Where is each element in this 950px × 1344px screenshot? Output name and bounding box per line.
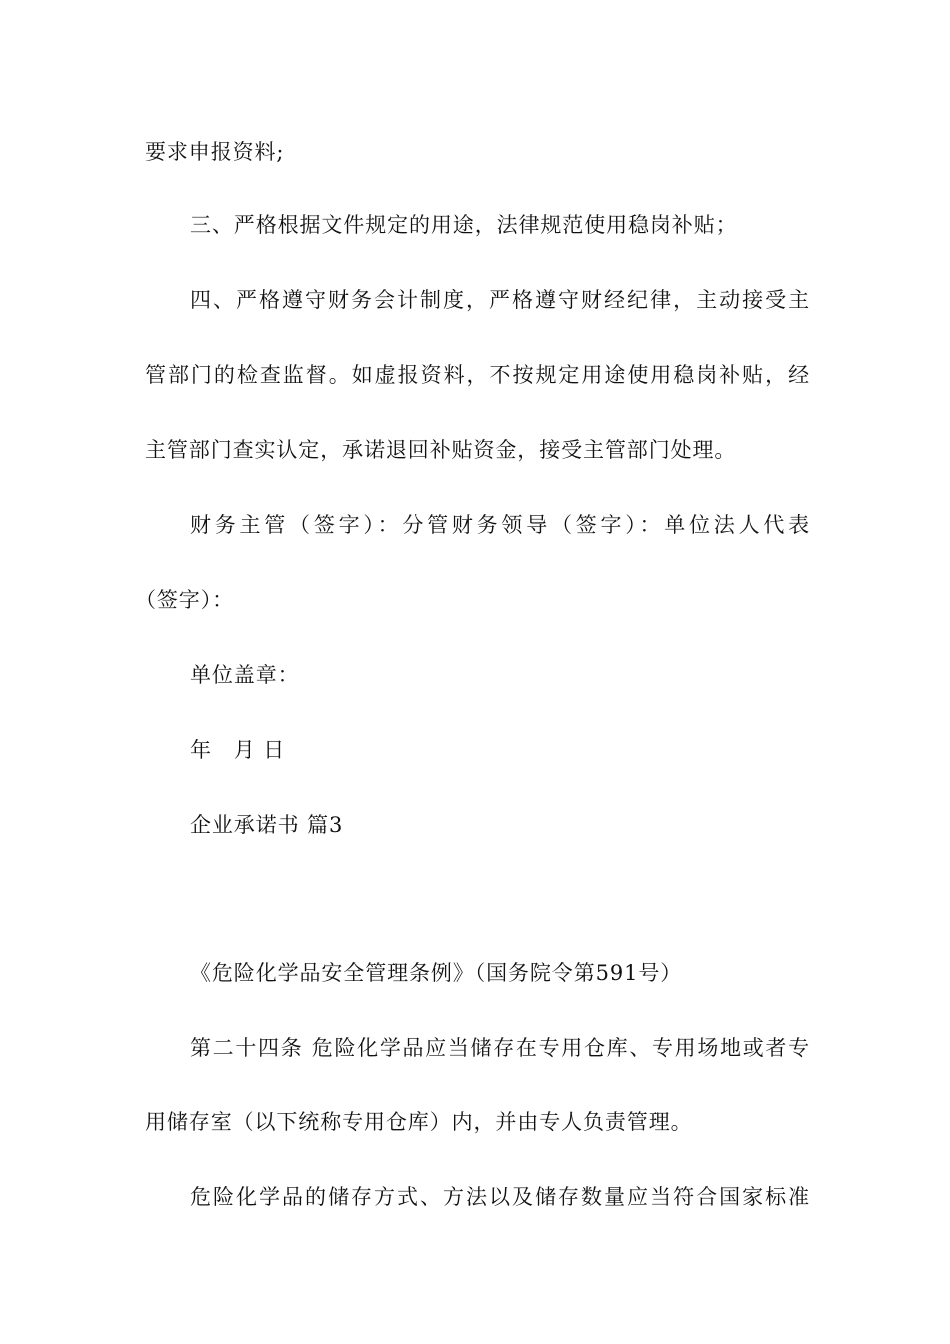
regulation-title: 《危险化学品安全管理条例》（国务院令第591号） [190,961,683,985]
paragraph-line-2: 三、严格根据文件规定的用途，法律规范使用稳岗补贴； [190,213,738,237]
date-line: 年 月 日 [190,738,286,762]
paragraph-line-5: 主管部门查实认定，承诺退回补贴资金，接受主管部门处理。 [145,438,737,462]
signature-line: 财务主管（签字）：分管财务领导（签字）：单位法人代表 [190,513,810,537]
article-line-2: 用储存室（以下统称专用仓库）内，并由专人负责管理。 [145,1110,693,1134]
section-heading: 企业承诺书 篇3 [190,813,344,837]
unit-seal-label: 单位盖章： [190,663,300,687]
paragraph-line-3: 四、严格遵守财务会计制度，严格遵守财经纪律，主动接受主 [190,288,810,312]
article-line-1: 第二十四条 危险化学品应当储存在专用仓库、专用场地或者专 [190,1036,810,1060]
signature-line-continued: （签字）： [135,588,234,612]
paragraph-line-1: 要求申报资料; [145,140,285,164]
article-line-3: 危险化学品的储存方式、方法以及储存数量应当符合国家标准 [190,1185,810,1209]
paragraph-line-4: 管部门的检查监督。如虚报资料，不按规定用途使用稳岗补贴，经 [145,363,810,387]
